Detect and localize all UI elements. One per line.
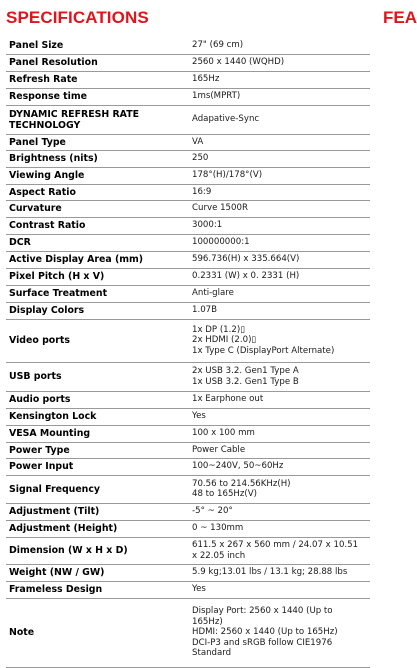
spec-label: Contrast Ratio [9, 220, 86, 231]
spec-row [6, 408, 370, 425]
spec-row [6, 442, 370, 458]
spec-table-body [6, 37, 370, 667]
spec-value-line: 1x USB 3.2. Gen1 Type B [192, 376, 299, 387]
spec-label: Signal Frequency [9, 483, 101, 495]
spec-row [6, 302, 370, 319]
spec-value [185, 564, 370, 581]
spec-label: Panel Resolution [9, 57, 98, 68]
spec-row [6, 54, 370, 71]
spec-value [185, 54, 370, 71]
spec-value-line: 165Hz [192, 74, 220, 85]
spec-label: Aspect Ratio [9, 186, 76, 198]
spec-row [6, 520, 370, 537]
spec-value-line: 1.07B [192, 305, 218, 316]
spec-value-line: 48 to 165Hz(V) [192, 489, 257, 499]
spec-row [6, 564, 370, 581]
spec-table [6, 37, 370, 668]
spec-value-line: 100 x 100 mm [192, 428, 255, 439]
spec-row [6, 319, 370, 362]
spec-value-line: Display Port: 2560 x 1440 (Up to [192, 606, 333, 617]
spec-value-line: 1x Earphone out [192, 394, 264, 405]
spec-value [185, 537, 370, 564]
spec-row [6, 88, 370, 105]
spec-value-line: 5.9 kg;13.01 lbs / 13.1 kg; 28.88 lbs [192, 567, 348, 578]
spec-value-line: Power Cable [192, 444, 246, 455]
spec-value [185, 319, 370, 362]
spec-value [185, 458, 370, 475]
spec-row [6, 184, 370, 200]
spec-row [6, 134, 370, 150]
spec-label: Refresh Rate [9, 74, 78, 85]
spec-value-line: 611.5 x 267 x 560 mm / 24.07 x 10.51 [192, 540, 359, 550]
spec-value-line: Anti-glare [192, 288, 234, 299]
spec-label: Active Display Area (mm) [9, 254, 144, 265]
spec-value [185, 362, 370, 391]
spec-label: Surface Treatment [9, 288, 108, 299]
spec-value-line: VA [192, 136, 204, 147]
spec-value-line: Yes [192, 584, 206, 595]
spec-label: Video ports [9, 335, 70, 346]
spec-row [6, 285, 370, 302]
spec-label: Panel Type [9, 136, 66, 148]
spec-row [6, 598, 370, 667]
spec-row [6, 391, 370, 408]
spec-row [6, 362, 370, 391]
spec-value [185, 475, 370, 503]
spec-row [6, 503, 370, 520]
spec-label: Viewing Angle [9, 170, 85, 181]
spec-row [6, 251, 370, 268]
spec-value-line: DCI-P3 and sRGB follow CIE1976 [192, 637, 333, 648]
spec-label: Audio ports [9, 394, 71, 405]
spec-label: Display Colors [9, 305, 85, 316]
spec-row [6, 167, 370, 184]
spec-row [6, 425, 370, 442]
spec-value [185, 285, 370, 302]
spec-row [6, 581, 370, 598]
spec-row [6, 234, 370, 251]
spec-label: DYNAMIC REFRESH RATE TECHNOLOGY [9, 108, 140, 131]
spec-value-line: 2560 x 1440 (WQHD) [192, 57, 285, 68]
spec-label: Power Type [9, 444, 70, 456]
spec-label: Kensington Lock [9, 411, 97, 422]
spec-value [185, 302, 370, 319]
spec-label: Adjustment (Tilt) [9, 506, 100, 517]
spec-value [185, 200, 370, 217]
spec-label: Note [9, 627, 35, 638]
spec-value [185, 581, 370, 598]
spec-label: Power Input [9, 461, 74, 472]
spec-value [185, 520, 370, 537]
spec-value-line: 16:9 [192, 186, 212, 197]
spec-row [6, 268, 370, 285]
spec-value [185, 71, 370, 88]
spec-value [185, 268, 370, 285]
spec-value [185, 408, 370, 425]
spec-row [6, 150, 370, 167]
spec-row [6, 105, 370, 134]
spec-label: DCR [9, 237, 31, 248]
spec-value-line: 178°(H)/178°(V) [192, 170, 263, 181]
spec-value [185, 134, 370, 150]
spec-row [6, 475, 370, 503]
spec-value-line: 3000:1 [192, 220, 223, 231]
spec-value-line: 1x Type C (DisplayPort Alternate) [192, 345, 335, 356]
spec-value-line: Yes [192, 411, 206, 422]
spec-label: Frameless Design [9, 584, 103, 595]
spec-value-line: 2x USB 3.2. Gen1 Type A [192, 366, 299, 376]
spec-label: Adjustment (Height) [9, 523, 118, 534]
spec-value-line: 70.56 to 214.56KHz(H) [192, 478, 291, 489]
spec-value-line: 596.736(H) x 335.664(V) [192, 254, 300, 265]
spec-value-line: Curve 1500R [192, 203, 248, 214]
spec-value-line: -5° ~ 20° [192, 506, 233, 517]
spec-row [6, 537, 370, 564]
spec-value-line: 250 [192, 153, 209, 164]
spec-value [185, 37, 370, 54]
spec-value [185, 425, 370, 442]
spec-value [185, 234, 370, 251]
spec-value [185, 598, 370, 667]
spec-value [185, 442, 370, 458]
spec-value [185, 88, 370, 105]
spec-value [185, 391, 370, 408]
spec-label: Panel Size [9, 39, 64, 51]
page-title: SPECIFICATIONS [6, 8, 149, 27]
spec-label: Pixel Pitch (H x V) [9, 271, 105, 282]
spec-value-line: Adapative-Sync [192, 114, 260, 125]
spec-value-line: 100~240V, 50~60Hz [192, 461, 284, 472]
spec-label: Weight (NW / GW) [9, 567, 105, 578]
spec-value-line: 100000000:1 [192, 237, 250, 248]
spec-value-line: 0 ~ 130mm [192, 523, 244, 534]
spec-row [6, 71, 370, 88]
spec-value-line: 1ms(MPRT) [192, 91, 241, 102]
spec-value-line: 0.2331 (W) x 0. 2331 (H) [192, 271, 300, 282]
spec-label: Response time [9, 91, 88, 102]
spec-value [185, 217, 370, 234]
spec-value [185, 184, 370, 200]
spec-value-line: 27" (69 cm) [192, 40, 244, 50]
spec-value [185, 105, 370, 134]
spec-value-line: 1x DP (1.2)▯ [192, 324, 245, 335]
spec-label: USB ports [9, 371, 62, 382]
spec-value [185, 503, 370, 520]
spec-value-line: 2x HDMI (2.0)▯ [192, 335, 257, 346]
spec-value-line: HDMI: 2560 x 1440 (Up to 165Hz) [192, 627, 338, 638]
spec-label: Curvature [9, 203, 62, 214]
spec-row [6, 37, 370, 54]
spec-value [185, 251, 370, 268]
spec-value-line: 165Hz) [192, 616, 223, 627]
spec-value [185, 150, 370, 167]
spec-row [6, 458, 370, 475]
spec-value-line: Standard [192, 648, 232, 659]
spec-value [185, 167, 370, 184]
spec-row [6, 217, 370, 234]
spec-label: VESA Mounting [9, 428, 91, 439]
next-section-title: FEA [383, 8, 417, 27]
spec-row [6, 200, 370, 217]
spec-label: Brightness (nits) [9, 153, 98, 164]
spec-label: Dimension (W x H x D) [9, 545, 128, 556]
spec-value-line: x 22.05 inch [192, 550, 246, 561]
